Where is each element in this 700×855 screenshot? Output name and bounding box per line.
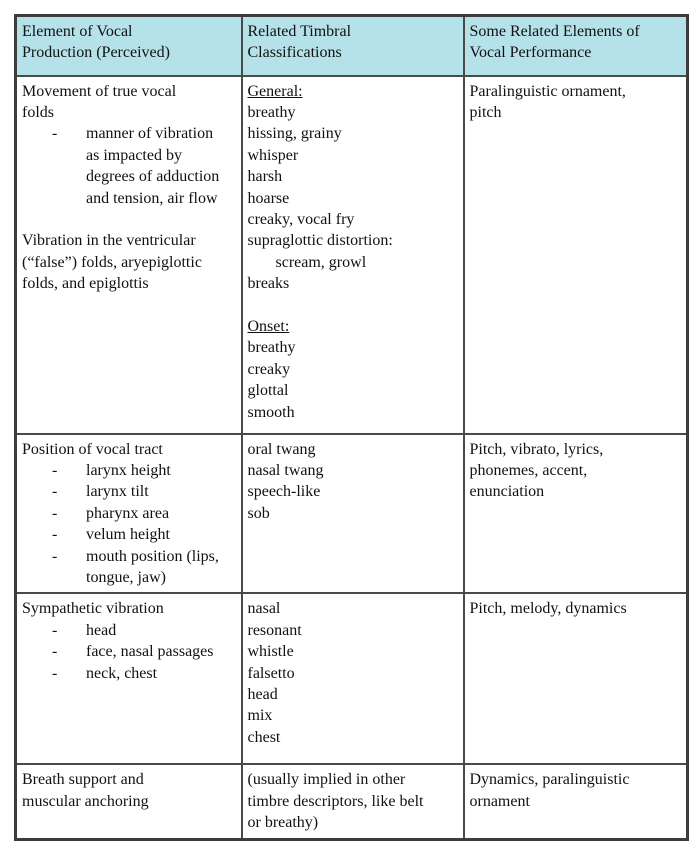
text-line: folds: [22, 103, 54, 121]
text-line: Breath support and: [22, 771, 144, 789]
bullet-marker: -: [52, 643, 58, 661]
bullet-text: mouth position (lips,: [86, 547, 219, 565]
bullet-text: neck, chest: [86, 664, 158, 682]
text-line: Paralinguistic ornament,: [469, 82, 626, 100]
bullet-marker: -: [52, 483, 58, 501]
text-line: phonemes, accent,: [469, 461, 588, 479]
bullet-continuation-line: and tension, air flow: [86, 189, 218, 207]
text-line: chest: [247, 728, 281, 746]
bullet-text: larynx height: [86, 461, 171, 479]
vocal-production-table: [14, 14, 689, 841]
text-line: muscular anchoring: [22, 792, 149, 810]
text-line: hissing, grainy: [247, 125, 342, 143]
underlined-heading: Onset:: [247, 317, 290, 335]
text-line: hoarse: [247, 189, 290, 207]
text-line: whistle: [247, 643, 294, 661]
body-cell-r3c3: [464, 593, 688, 764]
text-line: sob: [247, 504, 270, 522]
text-line: Movement of true vocal: [22, 82, 177, 100]
bullet-continuation-line: as impacted by: [86, 146, 182, 164]
bullet-marker: -: [52, 547, 58, 565]
blank-line: [248, 295, 458, 316]
body-cell-r1c2: [242, 76, 464, 434]
text-line: oral twang: [247, 440, 316, 458]
text-line: timbre descriptors, like belt: [247, 792, 424, 810]
bullet-marker: -: [52, 526, 58, 544]
bullet-line: [22, 620, 236, 641]
bullet-line: [22, 460, 236, 481]
text-line: creaky: [247, 360, 291, 378]
body-cell-r1c3: [464, 76, 688, 434]
bullet-continuation-line: degrees of adduction: [86, 168, 220, 186]
bullet-line: [22, 663, 236, 684]
blank-line: [22, 209, 236, 230]
text-line: Pitch, vibrato, lyrics,: [469, 440, 604, 458]
body-cell-r2c1: [16, 434, 242, 594]
bullet-line: [22, 524, 236, 545]
text-line: Position of vocal tract: [22, 440, 163, 458]
bullet-text: manner of vibration: [86, 125, 214, 143]
text-line: ornament: [469, 792, 530, 810]
body-cell-r4c1: [16, 764, 242, 839]
table-row: [16, 76, 688, 434]
text-line: or breathy): [247, 814, 319, 832]
bullet-continuation-line: tongue, jaw): [86, 568, 166, 586]
bullet-line: [22, 123, 236, 144]
bullet-line: [22, 641, 236, 662]
table-row: [16, 593, 688, 764]
text-line: speech-like: [247, 483, 321, 501]
bullet-marker: -: [52, 461, 58, 479]
text-line: supraglottic distortion:: [247, 232, 393, 250]
text-line: glottal: [247, 382, 289, 400]
text-line: Production (Perceived): [22, 44, 170, 62]
bullet-line: [22, 503, 236, 524]
table-row: [16, 434, 688, 594]
text-line: nasal twang: [247, 461, 324, 479]
text-line: Sympathetic vibration: [22, 600, 164, 618]
body-cell-r3c1: [16, 593, 242, 764]
text-line: pitch: [469, 103, 502, 121]
text-line: breathy: [247, 103, 296, 121]
bullet-marker: -: [52, 504, 58, 522]
body-cell-r2c3: [464, 434, 688, 594]
body-cell-r2c2: [242, 434, 464, 594]
body-cell-r3c2: [242, 593, 464, 764]
text-line: Vocal Performance: [469, 44, 592, 62]
text-line: breathy: [247, 339, 296, 357]
header-row: [16, 16, 688, 76]
text-line: creaky, vocal fry: [247, 210, 355, 228]
text-line: falsetto: [247, 664, 295, 682]
text-line: enunciation: [469, 483, 545, 501]
text-line: breaks: [247, 275, 290, 293]
text-line: harsh: [247, 168, 283, 186]
text-line: head: [247, 685, 278, 703]
text-line: whisper: [247, 146, 299, 164]
text-line: Some Related Elements of: [469, 23, 640, 40]
body-cell-r4c3: [464, 764, 688, 839]
text-line: Related Timbral: [247, 23, 352, 40]
body-cell-r1c1: [16, 76, 242, 434]
indented-line: scream, growl: [275, 253, 367, 271]
text-line: resonant: [247, 621, 302, 639]
text-line: (usually implied in other: [247, 771, 406, 789]
header-cell-2: [242, 16, 464, 76]
text-line: Pitch, melody, dynamics: [469, 600, 627, 618]
text-line: Classifications: [247, 44, 342, 62]
bullet-marker: -: [52, 125, 58, 143]
underlined-heading: General:: [247, 82, 303, 100]
table-row: [16, 764, 688, 839]
header-cell-1: [16, 16, 242, 76]
bullet-text: head: [86, 621, 117, 639]
body-cell-r4c2: [242, 764, 464, 839]
bullet-line: [22, 481, 236, 502]
text-line: (“false”) folds, aryepiglottic: [22, 253, 202, 271]
bullet-text: velum height: [86, 526, 170, 544]
bullet-line: [22, 546, 236, 567]
text-line: smooth: [247, 403, 295, 421]
bullet-text: pharynx area: [86, 504, 170, 522]
bullet-marker: -: [52, 664, 58, 682]
table-header-row: [16, 16, 688, 76]
bullet-text: larynx tilt: [86, 483, 149, 501]
bullet-text: face, nasal passages: [86, 643, 214, 661]
text-line: Element of Vocal: [22, 23, 133, 40]
text-line: Vibration in the ventricular: [22, 232, 196, 250]
text-line: mix: [247, 707, 273, 725]
text-line: folds, and epiglottis: [22, 275, 149, 293]
text-line: Dynamics, paralinguistic: [469, 771, 630, 789]
bullet-marker: -: [52, 621, 58, 639]
text-line: nasal: [247, 600, 281, 618]
header-cell-3: [464, 16, 688, 76]
